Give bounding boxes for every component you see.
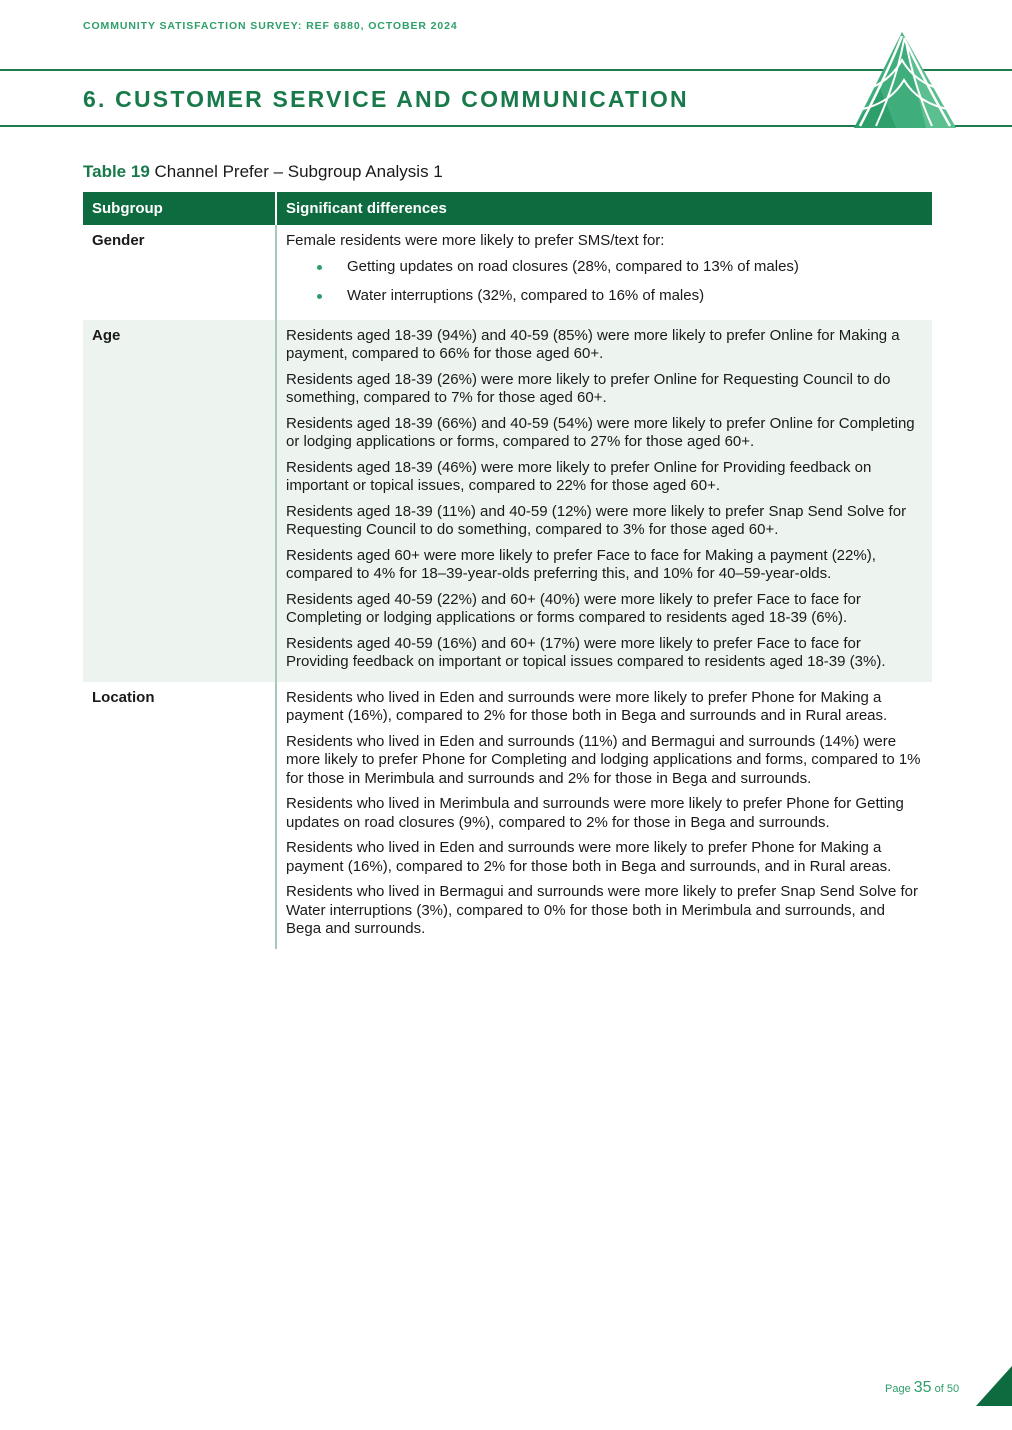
bullet-text: Getting updates on road closures (28%, compared to 13% of males) [347, 257, 799, 275]
differences-cell [276, 320, 932, 682]
finding-text: Residents who lived in Eden and surrounds were more likely to prefer Phone for Making a payment (16%), compared to 2% for those both in Bega and surrounds, and in Rural areas. [286, 839, 892, 875]
finding-text: Residents aged 18-39 (11%) and 40-59 (12%) were more likely to prefer Snap Send Solve for Requesting Council to do something, compared to 3% for those aged 60+. [286, 502, 907, 538]
finding-text: Residents aged 18-39 (94%) and 40-59 (85%) were more likely to prefer Online for Making a payment, compared to 66% for those aged 60+. [286, 326, 900, 362]
table-header-row [83, 192, 932, 225]
finding-text: Residents who lived in Eden and surrounds were more likely to prefer Phone for Making a payment (16%), compared to 2% for those both in Bega and surrounds and in Rural areas. [286, 688, 888, 724]
finding-text: Residents who lived in Eden and surrounds (11%) and Bermagui and surrounds (14%) were more likely to prefer Phone for Completing and lodging applications and forms, compared to 1% for those in Merimbula and surrounds and 2% for those in Bega and surrounds. [286, 732, 921, 787]
finding-text: Residents aged 60+ were more likely to prefer Face to face for Making a payment (22%), compared to 4% for 18–39-year-olds preferring this, and 10% for 40–59-year-olds. [286, 546, 876, 582]
report-reference: COMMUNITY SATISFACTION SURVEY: REF 6880, OCTOBER 2024 [83, 20, 458, 32]
column-header-subgroup: Subgroup [83, 192, 276, 225]
table-number: Table 19 [83, 162, 150, 181]
page-footer [885, 1379, 959, 1397]
page-total: of 50 [934, 1383, 960, 1395]
bullet-list [286, 258, 923, 306]
subgroup-table [83, 192, 932, 949]
differences-cell [276, 682, 932, 949]
table-row-age [83, 320, 932, 682]
bullet-item [286, 258, 923, 277]
finding-text: Residents who lived in Merimbula and surrounds were more likely to prefer Phone for Getting updates on road closures (9%), compared to 2% for those in Bega and surrounds. [286, 795, 904, 831]
finding-text: Residents aged 18-39 (46%) were more likely to prefer Online for Providing feedback on important or topical issues, compared to 22% for those aged 60+. [286, 458, 872, 494]
page-label: Page [885, 1383, 911, 1395]
finding-text: Residents aged 18-39 (26%) were more likely to prefer Online for Requesting Council to do something, compared to 7% for those aged 60+. [286, 370, 891, 406]
section-title: 6. CUSTOMER SERVICE AND COMMUNICATION [83, 86, 689, 112]
subgroup-label: Gender [92, 232, 145, 249]
table-title: Channel Prefer – Subgroup Analysis 1 [154, 162, 443, 181]
page-number: 35 [913, 1379, 932, 1396]
finding-text: Residents who lived in Bermagui and surrounds were more likely to prefer Snap Send Solve for Water interruptions (3%), compared to 0% for those both in Merimbula and surrounds, and Bega and surrounds. [286, 883, 918, 937]
table-row-location [83, 682, 932, 949]
differences-cell [276, 225, 932, 320]
subgroup-label: Age [83, 320, 276, 682]
finding-text: Female residents were more likely to prefer SMS/text for: [286, 232, 665, 249]
table-row-gender [83, 225, 932, 320]
bullet-dot-icon [317, 265, 322, 270]
bullet-item [286, 287, 923, 306]
corner-triangle-icon [976, 1366, 1012, 1406]
mountain-peaks-logo-icon [846, 30, 960, 130]
subgroup-label: Location [92, 688, 155, 706]
finding-text: Residents aged 40-59 (22%) and 60+ (40%) were more likely to prefer Face to face for Completing or lodging applications or forms compared to residents aged 18-39 (6%). [286, 590, 861, 626]
bullet-text: Water interruptions (32%, compared to 16% of males) [347, 287, 705, 304]
finding-text: Residents aged 40-59 (16%) and 60+ (17%) were more likely to prefer Face to face for Providing feedback on important or topical issues compared to residents aged 18-39 (3%). [286, 634, 886, 670]
bullet-dot-icon [317, 294, 322, 299]
table-caption [83, 162, 443, 182]
finding-text: Residents aged 18-39 (66%) and 40-59 (54%) were more likely to prefer Online for Completing or lodging applications or forms, compared to 27% for those aged 60+. [286, 414, 915, 450]
column-header-differences: Significant differences [276, 192, 932, 225]
